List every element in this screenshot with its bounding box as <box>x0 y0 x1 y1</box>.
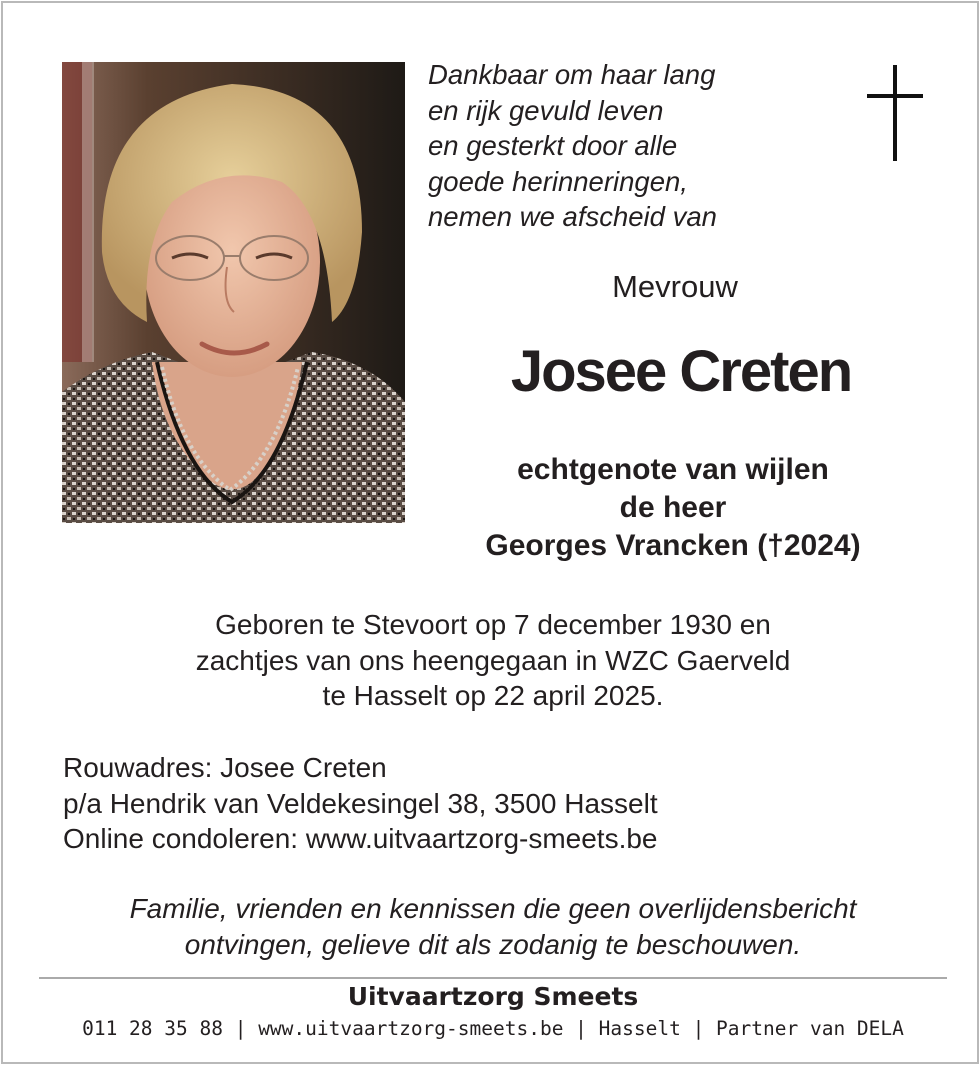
salutation: Mevrouw <box>612 269 738 304</box>
cross-icon <box>867 65 923 166</box>
intro-line: en rijk gevuld leven <box>428 94 664 126</box>
spouse-line: de heer <box>619 491 727 524</box>
address-line: Rouwadres: Josee Creten <box>63 752 387 783</box>
intro-text <box>428 57 717 235</box>
notice-line: ontvingen, gelieve dit als zodanig te beschouwen. <box>184 928 802 960</box>
birth-line: Geboren te Stevoort op 7 december 1930 en <box>215 609 771 640</box>
mourning-address <box>63 750 658 857</box>
intro-line: en gesterkt door alle <box>428 130 678 161</box>
birth-line: zachtjes van ons heengegaan in WZC Gaerveld <box>195 644 791 676</box>
portrait-photo <box>62 62 405 523</box>
birth-death-info <box>93 607 893 714</box>
deceased-name: Josee Creten <box>510 339 852 404</box>
notice-text <box>43 891 943 962</box>
footer-divider <box>39 977 947 979</box>
notice-line: Familie, vrienden en kennissen die geen overlijdensbericht <box>129 893 857 924</box>
spouse-info <box>423 451 923 565</box>
intro-line: nemen we afscheid van <box>428 201 717 232</box>
condolence-link[interactable]: Online condoleren: www.uitvaartzorg-smeets.be <box>63 823 658 854</box>
intro-line: Dankbaar om haar lang <box>428 59 716 90</box>
intro-line: goede herinneringen, <box>428 165 688 197</box>
address-line: p/a Hendrik van Veldekesingel 38, 3500 Hasselt <box>63 787 658 819</box>
obituary-card <box>1 1 979 1064</box>
spouse-line: Georges Vrancken (†2024) <box>485 529 861 562</box>
funeral-home-name: Uitvaartzorg Smeets <box>347 982 639 1011</box>
funeral-home-contact: 011 28 35 88 | www.uitvaartzorg-smeets.be | Hasselt | Partner van DELA <box>82 1017 904 1040</box>
birth-line: te Hasselt op 22 april 2025. <box>322 680 664 711</box>
spouse-line: echtgenote van wijlen <box>517 453 829 486</box>
